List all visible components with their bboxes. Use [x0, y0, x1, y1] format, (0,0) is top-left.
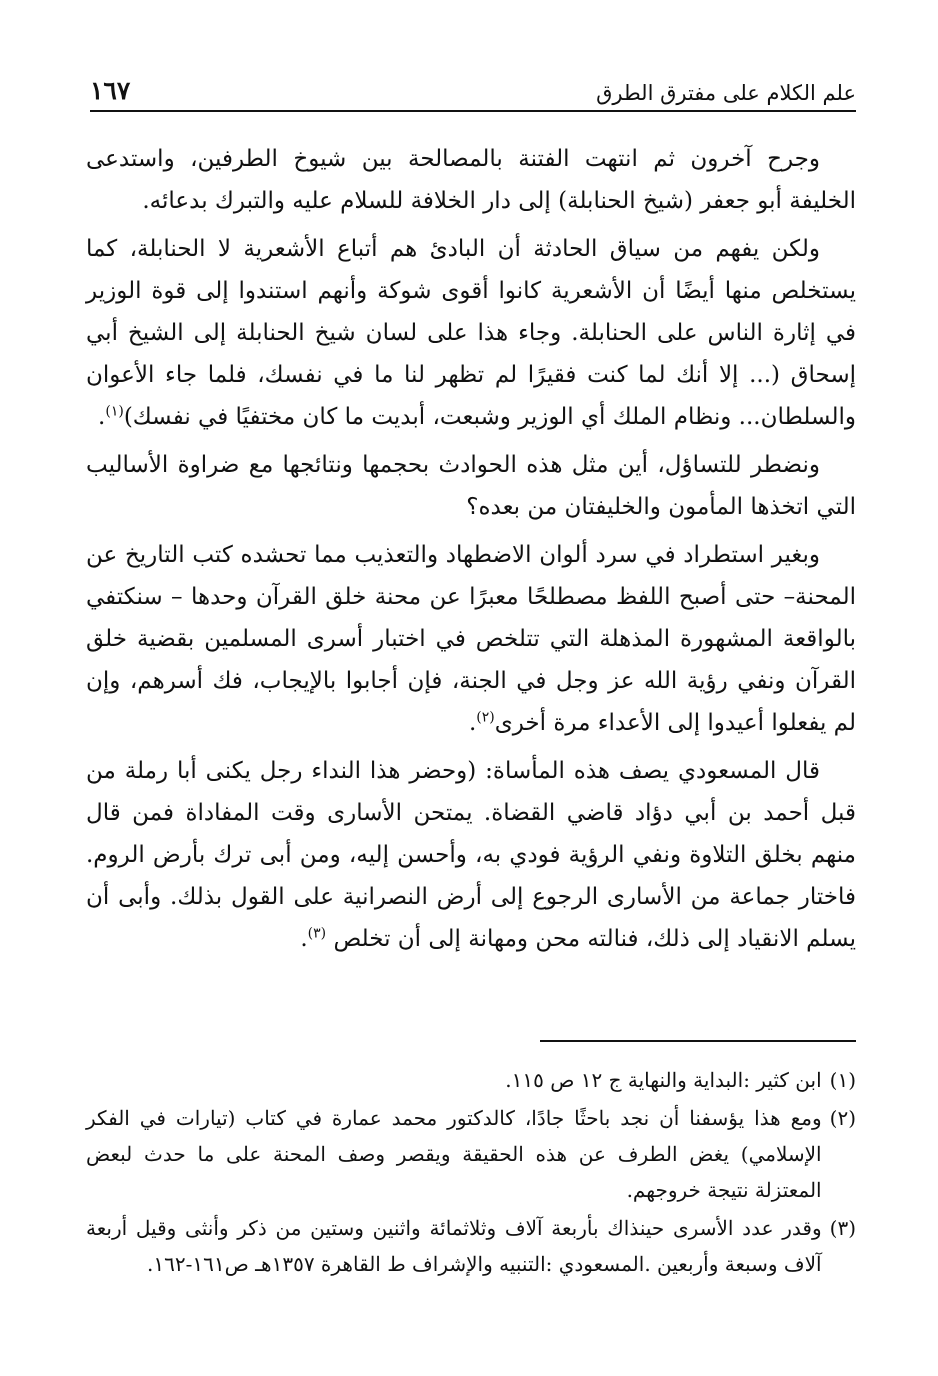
footnote-text: ابن كثير :البداية والنهاية ج ١٢ ص ١١٥. — [505, 1068, 822, 1092]
paragraph-text: ولكن يفهم من سياق الحادثة أن البادئ هم أتباع الأشعرية لا الحنابلة، كما يستخلص منها أيضًا أن الأشعرية كانوا أقوى شوكة وأنهم استندوا إلى قوة الوزير في إثارة الناس على الحنابلة. وجاء هذا على لسان شيخ الحنابلة إلى الشيخ أبي إسحاق (... إلا أنك لما كنت فقيرًا لم تظهر لنا ما في نفسك، فلما جاء الأعوان والسلطان... ونظام الملك أي الوزير وشبعت، أبديت ما كان مختفيًا في نفسك) — [86, 236, 856, 430]
sentence-end: . — [468, 710, 477, 736]
footnote-number: (١) — [829, 1068, 856, 1092]
footnote — [86, 1100, 856, 1208]
footnote — [86, 1062, 856, 1098]
page-number: ١٦٧ — [90, 76, 131, 105]
sentence-end: . — [300, 926, 308, 952]
sentence-end: . — [98, 404, 106, 430]
footnote-separator — [540, 1040, 856, 1042]
paragraph-text: وجرح آخرون ثم انتهت الفتنة بالمصالحة بين شيوخ الطرفين، واستدعى الخليفة أبو جعفر (شيخ الحنابلة) إلى دار الخلافة للسلام عليه والتبرك بدعائه. — [86, 146, 856, 214]
paragraph — [86, 750, 856, 960]
paragraph-text: قال المسعودي يصف هذه المأساة: (وحضر هذا النداء رجل يكنى أبا رملة من قبل أحمد بن أبي دؤاد قاضي القضاة. يمتحن الأسارى وقت المفاداة فمن قال منهم بخلق التلاوة ونفي الرؤية فودي به، وأحسن إليه، ومن أبى ترك بأرض الروم. فاختار جماعة من الأسارى الرجوع إلى أرض النصرانية على القول بذلك. وأبى أن يسلم الانقياد إلى ذلك، فنالته محن ومهانة إلى أن تخلص — [86, 758, 856, 952]
paragraph — [86, 138, 856, 222]
running-title: علم الكلام على مفترق الطرق — [596, 81, 856, 105]
body-text — [86, 138, 856, 966]
footnote-text: ومع هذا يؤسفنا أن نجد باحثًا جادًا، كالدكتور محمد عمارة في كتاب (تيارات في الفكر الإسلامي) يغض الطرف عن هذه الحقيقة ويقصر وصف المحنة على ما حدث لبعض المعتزلة نتيجة خروجهم. — [86, 1106, 822, 1202]
footnote-text: وقدر عدد الأسرى حينذاك بأربعة آلاف وثلاثمائة واثنين وستين من ذكر وأنثى وقيل أربعة آلاف وسبعة وأربعين .المسعودي :التنبيه والإشراف ط القاهرة ١٣٥٧هـ ص١٦١-١٦٢. — [86, 1216, 822, 1276]
running-header — [90, 66, 856, 112]
paragraph-text: ونضطر للتساؤل، أين مثل هذه الحوادث بحجمها ونتائجها مع ضراوة الأساليب التي اتخذها المأمون والخليفتان من بعده؟ — [86, 452, 856, 520]
footnote — [86, 1210, 856, 1282]
paragraph — [86, 534, 856, 744]
footnote-reference: (٣) — [307, 925, 327, 942]
footnote-number: (٣) — [829, 1216, 856, 1240]
paragraph — [86, 444, 856, 528]
footnote-reference: (٢) — [476, 709, 495, 726]
footnote-reference: (١) — [105, 403, 124, 420]
paragraph-text: وبغير استطراد في سرد ألوان الاضطهاد والتعذيب مما تحشده كتب التاريخ عن المحنة– حتى أصبح اللفظ مصطلحًا معبرًا عن محنة خلق القرآن وحدها – سنكتفي بالواقعة المشهورة المذهلة التي تتلخص في اختبار أسرى المسلمين بقضية خلق القرآن ونفي رؤية الله عز وجل في الجنة، فإن أجابوا بالإيجاب، فك أسرهم، وإن لم يفعلوا أعيدوا إلى الأعداء مرة أخرى — [86, 542, 856, 736]
footnote-number: (٢) — [829, 1106, 856, 1130]
paragraph — [86, 228, 856, 438]
footnotes — [86, 1062, 856, 1284]
